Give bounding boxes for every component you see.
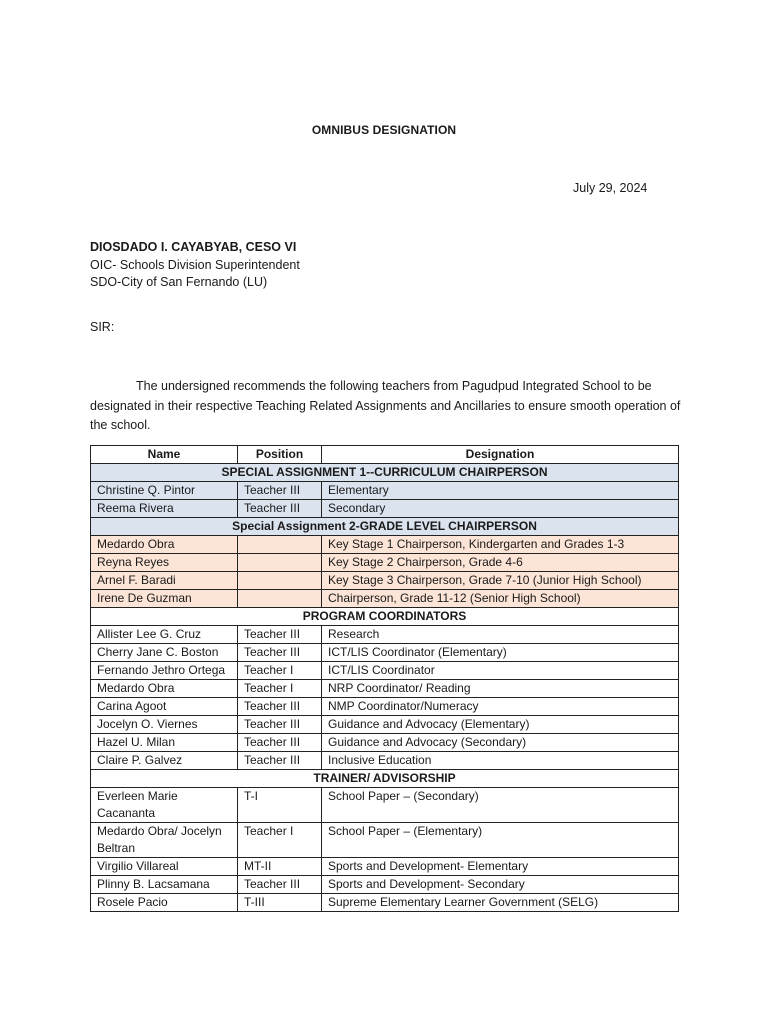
table-row: [91, 716, 679, 734]
body-paragraph: The undersigned recommends the following teachers from Pagudpud Integrated School to be designated in their respective Teaching Related Assignments and Ancillaries to ensure smooth operation of the school.: [90, 379, 681, 432]
table-row: [91, 858, 679, 876]
cell-designation: Research: [322, 626, 679, 644]
cell-position: Teacher III: [238, 716, 322, 734]
cell-designation: ICT/LIS Coordinator (Elementary): [322, 644, 679, 662]
cell-name: Rosele Pacio: [91, 894, 238, 912]
cell-designation: Inclusive Education: [322, 752, 679, 770]
table-row: [91, 590, 679, 608]
cell-name: Allister Lee G. Cruz: [91, 626, 238, 644]
cell-designation: School Paper – (Elementary): [322, 823, 679, 858]
cell-name: Reema Rivera: [91, 500, 238, 518]
cell-designation: ICT/LIS Coordinator: [322, 662, 679, 680]
cell-position: [238, 590, 322, 608]
cell-position: T-III: [238, 894, 322, 912]
table-row: [91, 572, 679, 590]
cell-designation: Guidance and Advocacy (Secondary): [322, 734, 679, 752]
cell-position: Teacher III: [238, 752, 322, 770]
cell-designation: Key Stage 2 Chairperson, Grade 4-6: [322, 554, 679, 572]
cell-name: Claire P. Galvez: [91, 752, 238, 770]
addressee-name: DIOSDADO I. CAYABYAB, CESO VI: [90, 240, 297, 254]
cell-name: Medardo Obra: [91, 680, 238, 698]
table-row: [91, 876, 679, 894]
header-designation: Designation: [322, 446, 679, 464]
cell-designation: Supreme Elementary Learner Government (SELG): [322, 894, 679, 912]
table-row: [91, 680, 679, 698]
header-name: Name: [91, 446, 238, 464]
section-title: PROGRAM COORDINATORS: [91, 608, 679, 626]
cell-position: [238, 572, 322, 590]
section-header-trainer: [91, 770, 679, 788]
table-row: [91, 788, 679, 823]
table-row: [91, 662, 679, 680]
cell-position: Teacher III: [238, 500, 322, 518]
cell-name: Cherry Jane C. Boston: [91, 644, 238, 662]
cell-position: Teacher III: [238, 644, 322, 662]
table-row: [91, 554, 679, 572]
cell-designation: Key Stage 1 Chairperson, Kindergarten and Grades 1-3: [322, 536, 679, 554]
cell-position: [238, 554, 322, 572]
cell-position: MT-II: [238, 858, 322, 876]
table-row: [91, 500, 679, 518]
table-row: [91, 626, 679, 644]
document-title: OMNIBUS DESIGNATION: [311, 123, 457, 137]
addressee-office: SDO-City of San Fernando (LU): [90, 275, 268, 289]
cell-name: Medardo Obra/ Jocelyn Beltran: [91, 823, 238, 858]
addressee-position: OIC- Schools Division Superintendent: [90, 257, 300, 272]
salutation: SIR:: [90, 320, 115, 334]
table-row: [91, 644, 679, 662]
cell-designation: Guidance and Advocacy (Elementary): [322, 716, 679, 734]
table-row: [91, 752, 679, 770]
cell-designation: Key Stage 3 Chairperson, Grade 7-10 (Junior High School): [322, 572, 679, 590]
cell-position: Teacher I: [238, 680, 322, 698]
table-header-row: [91, 446, 679, 464]
cell-position: Teacher I: [238, 823, 322, 858]
section-header-curriculum: [91, 464, 679, 482]
table-row: [91, 734, 679, 752]
table-row: [91, 823, 679, 858]
cell-name: Reyna Reyes: [91, 554, 238, 572]
cell-name: Jocelyn O. Viernes: [91, 716, 238, 734]
section-title: Special Assignment 2-GRADE LEVEL CHAIRPERSON: [91, 518, 679, 536]
cell-name: Everleen Marie Cacananta: [91, 788, 238, 823]
cell-designation: Chairperson, Grade 11-12 (Senior High School): [322, 590, 679, 608]
cell-name: Arnel F. Baradi: [91, 572, 238, 590]
section-title: SPECIAL ASSIGNMENT 1--CURRICULUM CHAIRPERSON: [91, 464, 679, 482]
table-row: [91, 536, 679, 554]
section-header-program: [91, 608, 679, 626]
table-row: [91, 698, 679, 716]
cell-position: Teacher I: [238, 662, 322, 680]
cell-designation: NRP Coordinator/ Reading: [322, 680, 679, 698]
designation-table: [90, 445, 679, 912]
table-row: [91, 894, 679, 912]
cell-position: Teacher III: [238, 698, 322, 716]
cell-designation: Elementary: [322, 482, 679, 500]
cell-position: Teacher III: [238, 482, 322, 500]
cell-position: Teacher III: [238, 734, 322, 752]
cell-designation: Secondary: [322, 500, 679, 518]
cell-position: Teacher III: [238, 876, 322, 894]
addressee-block: [90, 239, 300, 292]
cell-position: T-I: [238, 788, 322, 823]
cell-name: Medardo Obra: [91, 536, 238, 554]
cell-position: Teacher III: [238, 626, 322, 644]
cell-designation: School Paper – (Secondary): [322, 788, 679, 823]
section-title: TRAINER/ ADVISORSHIP: [91, 770, 679, 788]
cell-name: Fernando Jethro Ortega: [91, 662, 238, 680]
document-date: July 29, 2024: [573, 181, 648, 195]
cell-designation: Sports and Development- Secondary: [322, 876, 679, 894]
cell-name: Carina Agoot: [91, 698, 238, 716]
cell-position: [238, 536, 322, 554]
table-row: [91, 482, 679, 500]
cell-name: Plinny B. Lacsamana: [91, 876, 238, 894]
cell-designation: Sports and Development- Elementary: [322, 858, 679, 876]
cell-name: Christine Q. Pintor: [91, 482, 238, 500]
cell-name: Irene De Guzman: [91, 590, 238, 608]
section-header-grade-level: [91, 518, 679, 536]
cell-name: Virgilio Villareal: [91, 858, 238, 876]
cell-name: Hazel U. Milan: [91, 734, 238, 752]
cell-designation: NMP Coordinator/Numeracy: [322, 698, 679, 716]
header-position: Position: [238, 446, 322, 464]
